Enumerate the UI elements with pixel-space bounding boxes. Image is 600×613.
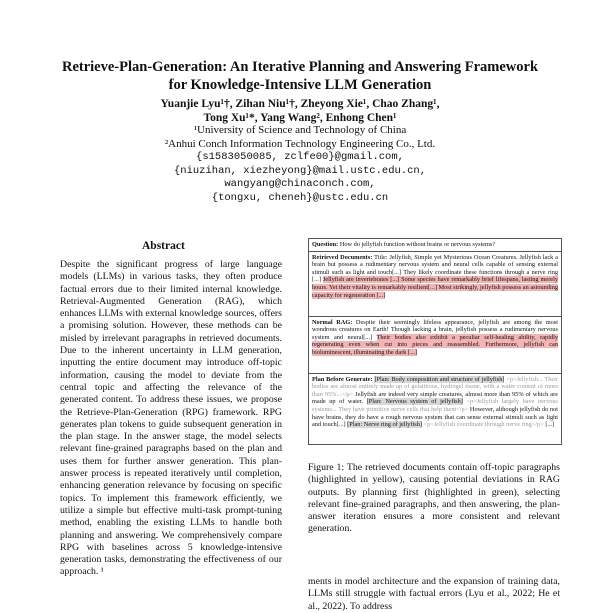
plan-label: Plan Before Generate:: [312, 375, 373, 383]
email-3: wangyang@chinaconch.com,: [224, 178, 376, 190]
plan-paragraph-1: <p>Jellyfish... Their bodies are almost entirely made up of gelatinous, hydrogel tissue, with a water content of more than 95%...</p>: [312, 375, 558, 398]
plan-paragraph-2: <p>Jellyfish largely have nervous systems... They have primitive nerve cells that help them</p>: [312, 398, 558, 413]
email-1: {s1583050085, zclfe00}@gmail.com,: [196, 151, 404, 163]
paper-title: Retrieve-Plan-Generation: An Iterative Planning and Answering Framework for Knowledge-Intensive LLM Generation: [61, 59, 539, 93]
abstract-heading: Abstract: [142, 240, 185, 252]
email-4: {tongxu, cheneh}@ustc.edu.cn: [211, 191, 389, 204]
authors-line-1: Yuanjie Lyu¹†, Zihan Niu¹†, Zheyong Xie¹, Chao Zhang¹,: [160, 98, 440, 110]
affiliation-2: ²Anhui Conch Information Technology Engineering Co., Ltd.: [164, 137, 436, 150]
body-text: ments in model architecture and the expansion of training data, LLMs still struggle with factual errors (Lyu et al., 2022; He et al., 2022). To address: [308, 576, 560, 612]
plan-tag-3: [Plan: Nerve ring of jellyfish]: [347, 421, 422, 429]
plan-answer-1: Jellyfish are indeed very simple creatures, almost more than 95% of which are made up of water.: [312, 390, 558, 406]
plan-answer-2: However, although jellyfish do not have brains, they do have a rough nervous system that can sense external stimuli such as light and touch[...]: [312, 405, 559, 429]
normal-rag-highlight: Their bodies also exhibit a peculiar self-healing ability, rapidly regenerating even when cut into pieces and reassembled. Furthermore, jellyfish can bioluminescent, illuminating the dark [...]: [312, 333, 558, 356]
affiliations: [60, 124, 540, 205]
retrieved-label: Retrieved Documents:: [312, 253, 373, 261]
question-label: Question:: [312, 241, 339, 248]
question-text: How do jellyfish function without brains or nervous systems?: [339, 241, 496, 248]
retrieved-text: Title: Jellyfish, Simple yet Mysterious Ocean Creatures. Jellyfish lack a brain but possess a rudimentary nervous system and neural cells capable of sensing external stimuli such as light and touch[...] They likely coordinate these functions through a nerve ring [...]: [312, 253, 558, 284]
plan-tag-2: [Plan: Nervous system of jellyfish]: [366, 398, 463, 406]
retrieved-offtopic-highlight: Jellyfish are invertebrates [...] Some species have remarkably brief lifespans, lasting merely hours. Yet their vitality is remarkably resilient[...] Most strikingly, jellyfish possess an astounding capacity for regeneration [...]: [312, 276, 558, 299]
affiliation-1: ¹University of Science and Technology of China: [193, 124, 407, 136]
abstract-text: Despite the significant progress of large language models (LLMs) in various tasks, they often produce factual errors due to their limited internal knowledge. Retrieval-Augmented Generation (RAG), which enhances LLMs with external knowledge sources, offers a promising solution. However, these methods can be misled by irrelevant paragraphs in retrieved documents. Due to the inherent uncertainty in LLM generation, inputting the entire document may introduce off-topic information, causing the model to deviate from the central topic and affecting the relevance of the generated content. To address these issues, we propose the Retrieve-Plan-Generation (RPG) framework. RPG generates plan tokens to guide subsequent generation in the plan stage. In the answer stage, the model selects relevant fine-grained paragraphs based on the plan and uses them for further answer generation. This plan-answer process is repeated iteratively until completion, enhancing generation relevance by focusing on specific topics. To implement this framework efficiently, we utilize a simple but effective multi-task prompt-tuning method, enabling the existing LLMs to handle both planning and answering. We comprehensively compare RPG with baselines across 5 knowledge-intensive generation tasks, demonstrating the effectiveness of our approach. ¹: [60, 259, 282, 578]
plan-answer-3: [...]: [543, 421, 555, 429]
normal-rag-text: Despite their seemingly lifeless appearance, jellyfish are among the most wondrous creatures on Earth! Though lacking a brain, jellyfish possess a rudimentary nervous system and neural[...]: [312, 318, 558, 341]
authors: [60, 97, 540, 125]
figure-retrieved-docs: [309, 252, 561, 317]
figure-plan-before-generate: [309, 374, 561, 450]
figure-1: [308, 238, 562, 445]
figure-normal-rag: [309, 317, 561, 374]
figure-question: [309, 239, 561, 252]
email-2: {niuzihan, xiezheyong}@mail.ustc.edu.cn,: [173, 164, 427, 177]
normal-rag-label: Normal RAG:: [312, 318, 353, 326]
plan-paragraph-3: <p>Jellyfish coordinate through nerve ring</p>: [423, 421, 544, 429]
plan-tag-1: [Plan: Body composition and structure of jellyfish]: [374, 375, 505, 383]
figure-caption: Figure 1: The retrieved documents contain off-topic paragraphs (highlighted in yellow), causing potential deviations in RAG outputs. By planning first (highlighted in green), selecting relevant fine-grained paragraphs, and then answering, the plan-answer iteration ensures a more consistent and relevant generation.: [308, 462, 560, 535]
authors-line-2: Tong Xu¹*, Yang Wang², Enhong Chen¹: [203, 112, 397, 124]
